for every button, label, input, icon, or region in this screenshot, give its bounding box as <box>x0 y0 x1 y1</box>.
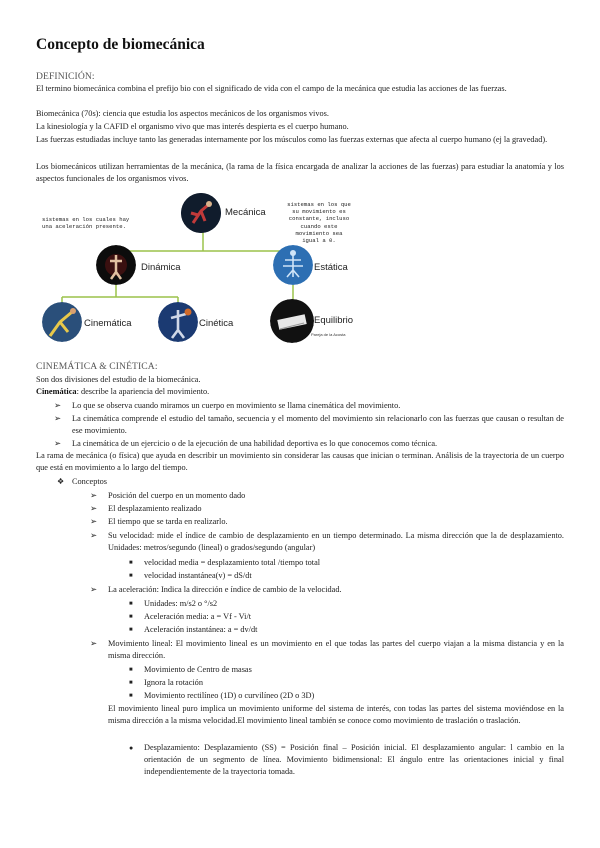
athlete-jump-icon <box>42 302 82 342</box>
cinematica-intro: Son dos divisiones del estudio de la biomecánica. <box>36 375 201 384</box>
cinematica-label: Cinemática <box>84 318 132 329</box>
concepto-item: La aceleración: Indica la dirección e índice de cambio de la velocidad. <box>108 585 342 594</box>
concepto-item: Su velocidad: mide el índice de cambio de desplazamiento en un tiempo determinado. La misma dirección que la de desplazamiento. Unidades: metros/segundo (lineal) o grados/segundo (angular) <box>108 531 564 553</box>
definicion-paragraph: El termino biomecánica combina el prefijo bio con el significado de vida con el campo de la mecánica que estudia las acciones de las fuerzas. <box>36 84 507 93</box>
skeleton-icon <box>273 245 313 285</box>
square-bullet-icon: ■ <box>129 693 133 699</box>
arrow-bullet-icon: ➢ <box>90 504 97 513</box>
concepto-subitem: Movimiento rectilíneo (1D) o curvilíneo (2D o 3D) <box>144 691 315 700</box>
movimiento-lineal-paragraph: El movimiento lineal puro implica un movimiento uniforme del sistema de interés, con todas las partes del sistema moviéndose en la misma dirección a la misma velocidad.El movimiento lineal también se conoce como movimiento de traslación o traslación. <box>108 704 564 726</box>
balance-board-icon <box>270 299 314 343</box>
basketball-player-icon <box>158 302 198 342</box>
definicion-paragraph: Las fuerzas estudiadas incluye tanto las generadas internamente por los músculos como las fuerzas externas que afecta al cuerpo humano (ej la gravedad). <box>36 135 548 144</box>
page-title: Concepto de biomecánica <box>36 36 205 53</box>
equilibrio-label: Equilibrio <box>314 315 354 326</box>
cinematica-heading: CINEMÁTICA & CINÉTICA: <box>36 361 158 372</box>
concepto-subitem: Aceleración instantánea: a = dv/dt <box>144 625 258 634</box>
cinematica-term: Cinemática <box>36 387 77 396</box>
concepto-subitem: Aceleración media: a = Vf - Vi/t <box>144 612 252 621</box>
cinematica-definition <box>36 386 564 398</box>
concepto-subitem: velocidad media = desplazamiento total /tiempo total <box>144 558 321 567</box>
diagram-small-caption: Pareja de la Acosta <box>311 332 346 337</box>
definicion-paragraph: La kinesiología y la CAFID el organismo vivo que mas interés despierta es el cuerpo humano. <box>36 122 349 131</box>
dot-bullet-icon: ● <box>129 744 134 752</box>
arrow-bullet-icon: ➢ <box>90 517 97 526</box>
dinamica-note: sistemas en los cuales hay una aceleración presente. <box>42 216 130 231</box>
equilibrio-node-image <box>270 299 314 343</box>
dinamica-label: Dinámica <box>141 262 181 273</box>
arrow-bullet-icon: ➢ <box>90 491 97 500</box>
runner-icon <box>96 245 136 285</box>
concepto-item: Posición del cuerpo en un momento dado <box>108 491 246 500</box>
concepto-item: El tiempo que se tarda en realizarlo. <box>108 517 228 526</box>
square-bullet-icon: ■ <box>129 573 133 579</box>
definicion-paragraph: Los biomecánicos utilizan herramientas de la mecánica, (la rama de la física encargada de analizar la acciones de las fuerzas) para estudiar la anatomía y los aspectos funcionales de los organismos vivos. <box>36 162 564 184</box>
cinetica-node-image <box>158 302 198 342</box>
arrow-bullet-icon: ➢ <box>54 401 61 410</box>
square-bullet-icon: ■ <box>129 680 133 686</box>
mecanica-paragraph: La rama de mecánica (o física) que ayuda en describir un movimiento sin considerar las causas que inician o terminan. Análisis de la trayectoria de un cuerpo que está en movimiento a lo largo del tiempo. <box>36 451 564 473</box>
definicion-heading: DEFINICIÓN: <box>36 71 95 82</box>
arrow-bullet-icon: ➢ <box>90 639 97 648</box>
arrow-bullet-icon: ➢ <box>90 585 97 594</box>
diamond-bullet-icon: ❖ <box>57 477 65 486</box>
concepto-subitem: velocidad instantánea(v) = dS/dt <box>144 571 252 580</box>
estatica-node-image <box>273 245 313 285</box>
cinematica-node-image <box>42 302 82 342</box>
conceptos-label: Conceptos <box>72 477 108 486</box>
square-bullet-icon: ■ <box>129 560 133 566</box>
mecanica-label: Mecánica <box>225 207 266 218</box>
definicion-paragraph: Biomecánica (70s): ciencia que estudia los aspectos mecánicos de los organismos vivos. <box>36 109 329 118</box>
arrow-bullet-icon: ➢ <box>54 439 61 448</box>
biomechanics-diagram <box>36 189 352 348</box>
concepto-item: Movimiento lineal: El movimiento lineal es un movimiento en el que todas las partes del cuerpo viajan a la misma distancia y en la misma dirección. <box>108 639 564 661</box>
concepto-subitem: Unidades: m/s2 o °/s2 <box>144 599 218 608</box>
athlete-figure-icon <box>181 193 221 233</box>
desplazamiento-item: Desplazamiento: Desplazamiento (SS) = Posición final – Posición inicial. El desplazamiento angular: l cambio en la orientación de un segmento de línea. Movimiento bidimensional: El ángulo entre las orientaciones inicial y final independientemente de la trayectoria tomada. <box>144 743 564 777</box>
square-bullet-icon: ■ <box>129 614 133 620</box>
list-item: Lo que se observa cuando miramos un cuerpo en movimiento se llama cinemática del movimiento. <box>72 401 401 410</box>
square-bullet-icon: ■ <box>129 601 133 607</box>
cinetica-label: Cinética <box>199 318 234 329</box>
concepto-item: El desplazamiento realizado <box>108 504 202 513</box>
arrow-bullet-icon: ➢ <box>54 414 61 423</box>
estatica-label: Estática <box>314 262 348 273</box>
concepto-subitem: Movimiento de Centro de masas <box>144 665 252 674</box>
list-item: La cinemática de un ejercicio o de la ejecución de una habilidad deportiva es lo que conocemos como técnica. <box>72 439 438 448</box>
square-bullet-icon: ■ <box>129 667 133 673</box>
dinamica-node-image <box>96 245 136 285</box>
estatica-note: sistemas en los que su movimiento es constante, incluso cuando este movimiento sea igual a 0. <box>287 201 351 245</box>
cinematica-definition-text: : describe la apariencia del movimiento. <box>76 387 210 396</box>
square-bullet-icon: ■ <box>129 627 133 633</box>
arrow-bullet-icon: ➢ <box>90 531 97 540</box>
mecanica-node-image <box>181 193 221 233</box>
list-item: La cinemática comprende el estudio del tamaño, secuencia y el momento del movimiento sin relacionarlo con las fuerzas que causan o resultan de ese movimiento. <box>72 414 564 436</box>
concepto-subitem: Ignora la rotación <box>144 678 203 687</box>
